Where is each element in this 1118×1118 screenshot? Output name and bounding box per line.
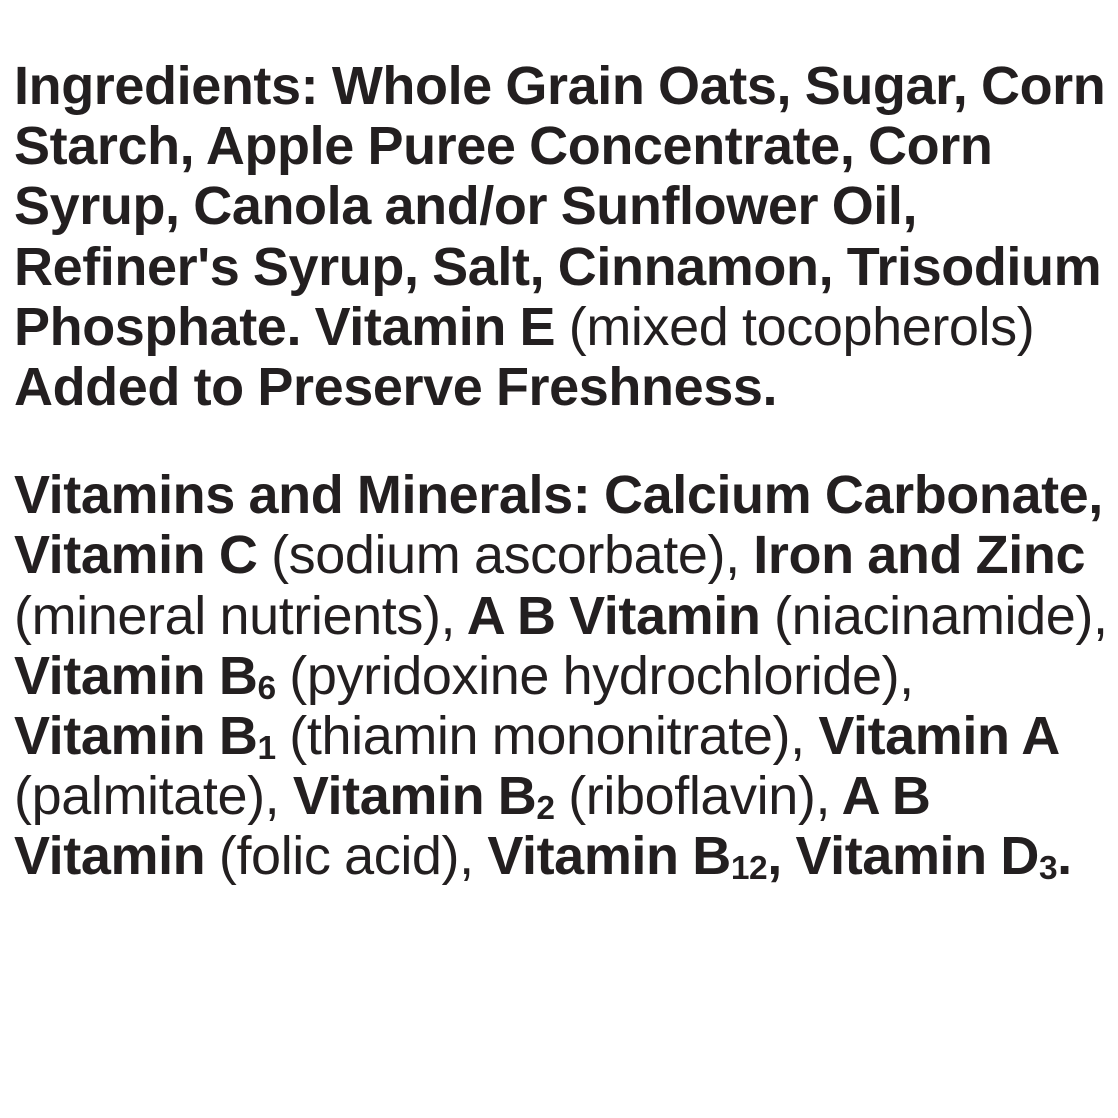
ingredients-paragraph — [14, 56, 1110, 417]
vitamin-item-b1-subscript: 1 — [257, 729, 276, 767]
vitamin-detail-riboflavin: (riboflavin), — [568, 766, 831, 827]
vitamin-item-b6-subscript: 6 — [257, 669, 276, 707]
vitamin-item-calcium-carbonate-vitamin-c: Calcium Carbonate, Vitamin C — [14, 465, 1103, 586]
vitamins-heading: Vitamins and Minerals: — [14, 465, 591, 526]
ingredients-heading: Ingredients: — [14, 56, 319, 116]
vitamin-item-b2-text: Vitamin B — [292, 766, 537, 827]
ingredients-bold-body: Whole Grain Oats, Sugar, Corn Starch, Apple Puree Concentrate, Corn Syrup, Canola and/or Sunflower Oil, Refiner's Syrup, Salt, Cinnamon, Trisodium Phosphate. Vitamin E — [14, 56, 1106, 357]
vitamin-item-b1-text: Vitamin B — [14, 706, 258, 767]
vitamin-detail-thiamin: (thiamin mononitrate), — [289, 706, 805, 767]
vitamin-item-a-b-vitamin-folic: A B Vitamin — [14, 766, 931, 887]
vitamin-item-a-b-vitamin-niacin: A B Vitamin — [466, 585, 761, 646]
vitamin-item-b6 — [14, 646, 276, 706]
vitamin-item-vitamin-a: Vitamin A — [818, 706, 1060, 767]
vitamin-item-b12-comma: , — [767, 826, 782, 887]
vitamin-item-d3-subscript: 3 — [1038, 850, 1058, 888]
vitamin-item-b2-subscript: 2 — [536, 789, 555, 827]
vitamin-item-d3 — [795, 826, 1071, 886]
vitamin-detail-pyridoxine: (pyridoxine hydrochloride), — [289, 645, 914, 706]
vitamin-detail-mineral-nutrients: (mineral nutrients), — [14, 585, 456, 646]
vitamin-item-b2 — [293, 766, 555, 826]
vitamins-minerals-paragraph — [14, 465, 1110, 886]
vitamin-item-b12 — [487, 826, 782, 886]
vitamin-item-d3-period: . — [1057, 826, 1072, 887]
vitamin-item-b12-text: Vitamin B — [487, 826, 731, 887]
vitamin-item-b6-text: Vitamin B — [14, 645, 258, 706]
ingredients-light-body: (mixed tocopherols) — [568, 296, 1035, 357]
vitamin-detail-palmitate: (palmitate), — [14, 766, 280, 827]
vitamin-item-iron-and-zinc: Iron and Zinc — [753, 525, 1086, 586]
vitamin-detail-folic-acid: (folic acid), — [218, 826, 474, 887]
vitamin-item-d3-text: Vitamin D — [795, 826, 1039, 887]
vitamin-detail-niacinamide: (niacinamide), — [774, 585, 1108, 646]
vitamin-detail-sodium-ascorbate: (sodium ascorbate), — [271, 525, 740, 586]
vitamin-item-b1 — [14, 706, 276, 766]
vitamin-item-b12-subscript: 12 — [730, 850, 768, 888]
ingredients-bold-body-2: Added to Preserve Freshness. — [14, 357, 778, 418]
